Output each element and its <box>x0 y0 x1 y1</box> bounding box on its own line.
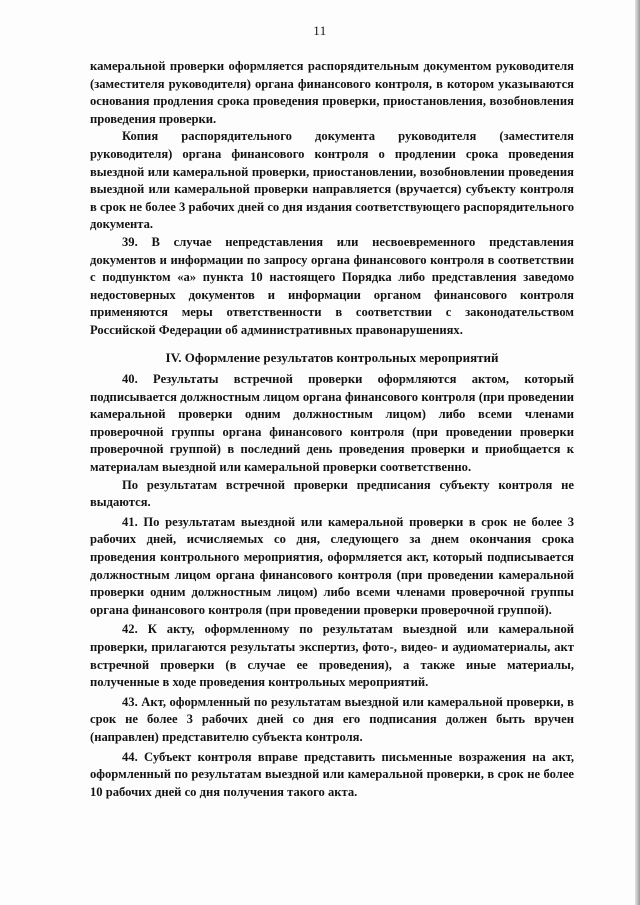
paragraph-39: 39. В случае непредставления или несвоевременного представления документов и информации по запросу органа финансового контроля в соответствии с подпунктом «а» пункта 10 настоящего Порядка либо представления заведомо недостоверных документов и информации органом финансового контроля применяются меры ответственности в соответствии с законодательством Российской Федерации об административных правонарушениях. <box>90 234 574 337</box>
paragraph-42: 42. К акту, оформленному по результатам выездной или камеральной проверки, прилагаются результаты экспертиз, фото-, видео- и аудиоматериалы, акт встречной проверки (в случае ее проведения), а также иные материалы, полученные в ходе проведения контрольных мероприятий. <box>90 622 574 690</box>
page-number: 11 <box>313 23 327 38</box>
scan-edge-shadow <box>635 0 640 905</box>
paragraph-40: 40. Результаты встречной проверки оформляются актом, который подписывается должностным лицом органа финансового контроля (при проведении камеральной проверки одним должностным лицом) либо всеми членами проверочной группы органа финансового контроля (при проведении проверки проверочной группой) в последний день проведения проверки и приобщается к материалам выездной или камеральной проверки соответственно. <box>90 372 574 475</box>
paragraph-copy-of-order: Копия распорядительного документа руководителя (заместителя руководителя) органа финансового контроля о продлении срока проведения выездной или камеральной проверки, приостановлении, возобновлении проведения выездной или камеральной проверки направляется (вручается) субъекту контроля в срок не более 3 рабочих дней со дня издания соответствующего распорядительного документа. <box>90 129 574 232</box>
paragraph-continuation: камеральной проверки оформляется распорядительным документом руководителя (заместителя руководителя) органа финансового контроля, в котором указываются основания продления срока проведения проверки, приостановления, возобновления проведения проверки. <box>90 59 574 126</box>
document-body <box>90 58 574 801</box>
paragraph-40-no-orders: По результатам встречной проверки предписания субъекту контроля не выдаются. <box>90 477 574 510</box>
section-heading: IV. Оформление результатов контрольных мероприятий <box>165 349 499 365</box>
paragraph-43: 43. Акт, оформленный по результатам выездной или камеральной проверки, в срок не более 3 рабочих дней со дня его подписания должен быть вручен (направлен) представителю субъекта контроля. <box>90 694 574 744</box>
paragraph-44: 44. Субъект контроля вправе представить письменные возражения на акт, оформленный по результатам выездной или камеральной проверки, в срок не более 10 рабочих дней со дня получения такого акта. <box>90 749 574 799</box>
paragraph-41: 41. По результатам выездной или камеральной проверки в срок не более 3 рабочих дней, исчисляемых со дня, следующего за днем окончания срока проведения контрольного мероприятия, оформляется акт, который подписывается должностным лицом органа финансового контроля (при проведении камеральной проверки одним должностным лицом) либо всеми членами проверочной группы органа финансового контроля (при проведении проверки проверочной группой). <box>90 514 574 617</box>
